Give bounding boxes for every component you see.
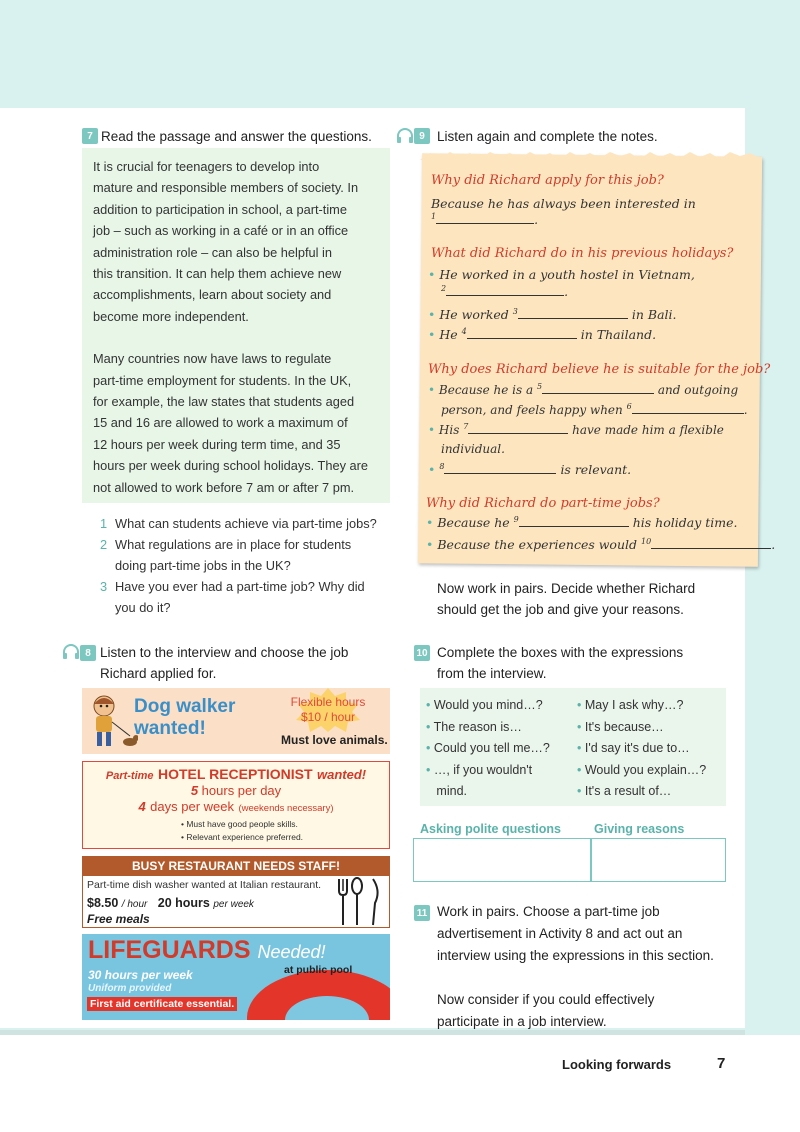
lifeguard-hours: 30 hours per week: [88, 968, 193, 982]
lifeguard-place: at public pool: [284, 964, 353, 976]
headphones-icon: [396, 128, 414, 144]
activity-9-instruction: Listen again and complete the notes.: [437, 129, 658, 144]
activity-8-instruction: Listen to the interview and choose the job Richard applied for.: [100, 645, 349, 681]
restaurant-description: Part-time dish washer wanted at Italian restaurant.: [87, 879, 322, 891]
passage: [93, 156, 383, 519]
note-line: person, and feels happy when $^6$ .: [441, 402, 748, 417]
note-bullet: • He $^4$ in Thailand.: [428, 327, 657, 343]
note-bullet: • Because he $^9$ his holiday time.: [426, 515, 738, 531]
activity-11-instruction: Work in pairs. Choose a part-time job advertisement in Activity 8 and act out an interview using the expressions in this section. Now consider if you could effectively participate in a job interview.: [437, 904, 714, 1029]
lifeguard-uniform: Uniform provided: [88, 983, 172, 994]
activity-number-badge: 7: [82, 128, 98, 144]
note-bullet: • He worked in a youth hostel in Vietnam,: [428, 267, 695, 282]
restaurant-meals: Free meals: [87, 912, 150, 926]
activity-number-badge: 10: [414, 645, 430, 661]
activity-7-instruction: Read the passage and answer the questions.: [101, 129, 372, 144]
note-question-2: What did Richard do in his previous holidays?: [431, 246, 734, 261]
expressions-left: • Would you mind…? • The reason is… • Could you tell me…? • …, if you wouldn't mind.: [426, 698, 550, 798]
restaurant-pay: $8.50 / hour 20 hours per week: [87, 896, 254, 910]
note-bullet: • $^8$ is relevant.: [428, 462, 632, 478]
lifeguard-cert: First aid certificate essential.: [87, 997, 237, 1011]
expressions-right: • May I ask why…? • It's because… • I'd say it's due to… • Would you explain…? • It's a result of…: [577, 698, 707, 798]
footer-unit-title: Looking forwards: [562, 1057, 672, 1072]
note-question-3: Why does Richard believe he is suitable for the job?: [428, 362, 771, 377]
restaurant-ad[interactable]: [82, 856, 390, 928]
question-item: 3 Have you ever had a part-time job? Why did you do it?: [100, 579, 365, 615]
note-blank-1: $^1$ .: [431, 212, 539, 228]
dog-walker-ad[interactable]: [82, 688, 390, 754]
table-header-questions: Asking polite questions: [420, 822, 561, 836]
dog-walker-hours: Flexible hours $10 / hour: [290, 695, 366, 724]
activity-10-instruction: Complete the boxes with the expressions from the interview.: [437, 645, 684, 681]
table-divider: [590, 838, 592, 882]
question-item: 2 What regulations are in place for students doing part-time jobs in the UK?: [100, 537, 352, 573]
dog-walker-illustration: [86, 692, 138, 750]
activity-number-badge: 9: [414, 128, 430, 144]
passage-paragraph-1: It is crucial for teenagers to develop into mature and responsible members of society. In addition to participation in school, a part-time job – such as working in a café or in an office administration role – can also be helpful in this transition. It can help them achieve new accomplishments, learn about society and become more independent.: [93, 159, 359, 324]
question-item: 1 What can students achieve via part-time jobs?: [100, 516, 377, 531]
note-blank-2: $^2$ .: [441, 284, 569, 300]
cutlery-icon: [331, 877, 387, 927]
page-number: 7: [717, 1055, 726, 1072]
activity-number-badge: 11: [414, 905, 430, 921]
pairs-instruction: Now work in pairs. Decide whether Richard should get the job and give your reasons.: [437, 581, 696, 617]
note-bullet: • Because he is a $^5$ and outgoing: [428, 382, 739, 397]
restaurant-heading: BUSY RESTAURANT NEEDS STAFF!: [83, 857, 389, 876]
note-question-4: Why did Richard do part-time jobs?: [426, 496, 660, 511]
note-bullet: • Because the experiences would $^{10}$ .: [426, 537, 776, 553]
headphones-icon: [62, 644, 80, 660]
passage-paragraph-2: Many countries now have laws to regulate part-time employment for students. In the UK, for example, the law states that students aged 15 and 16 are allowed to work a maximum of 12 hours per week during term time, and 35 hours per week during school holidays. They are not allowed to work before 7 am or after 7 pm.: [93, 351, 369, 495]
note-question-1: Why did Richard apply for this job?: [431, 173, 664, 188]
lifeguard-title: LIFEGUARDS Needed!: [88, 936, 326, 964]
table-header-reasons: Giving reasons: [594, 822, 685, 836]
hotel-requirements: • Must have good people skills. • Relevant experience preferred.: [181, 819, 304, 842]
note-answer-1: Because he has always been interested in: [431, 196, 696, 211]
activity-number-badge: 8: [80, 645, 96, 661]
note-bullet: • His $^7$ have made him a flexible: [428, 422, 724, 437]
question-list: [100, 513, 400, 618]
note-line: individual.: [441, 442, 505, 456]
dog-walker-title: Dog walker wanted!: [134, 696, 236, 739]
note-bullet: • He worked $^3$ in Bali.: [428, 307, 677, 323]
dog-walker-note: Must love animals.: [281, 733, 388, 747]
hotel-receptionist-ad[interactable]: [82, 761, 390, 849]
answer-table[interactable]: [413, 838, 726, 882]
lifeguard-ad[interactable]: [82, 934, 390, 1020]
hotel-days: 4 days per week (weekends necessary): [138, 799, 334, 814]
hotel-hours: 5 hours per day: [190, 783, 282, 798]
torn-edge: [420, 150, 760, 160]
footer: [0, 1035, 800, 1132]
hotel-title: Part-time HOTEL RECEPTIONIST wanted!: [105, 766, 367, 782]
